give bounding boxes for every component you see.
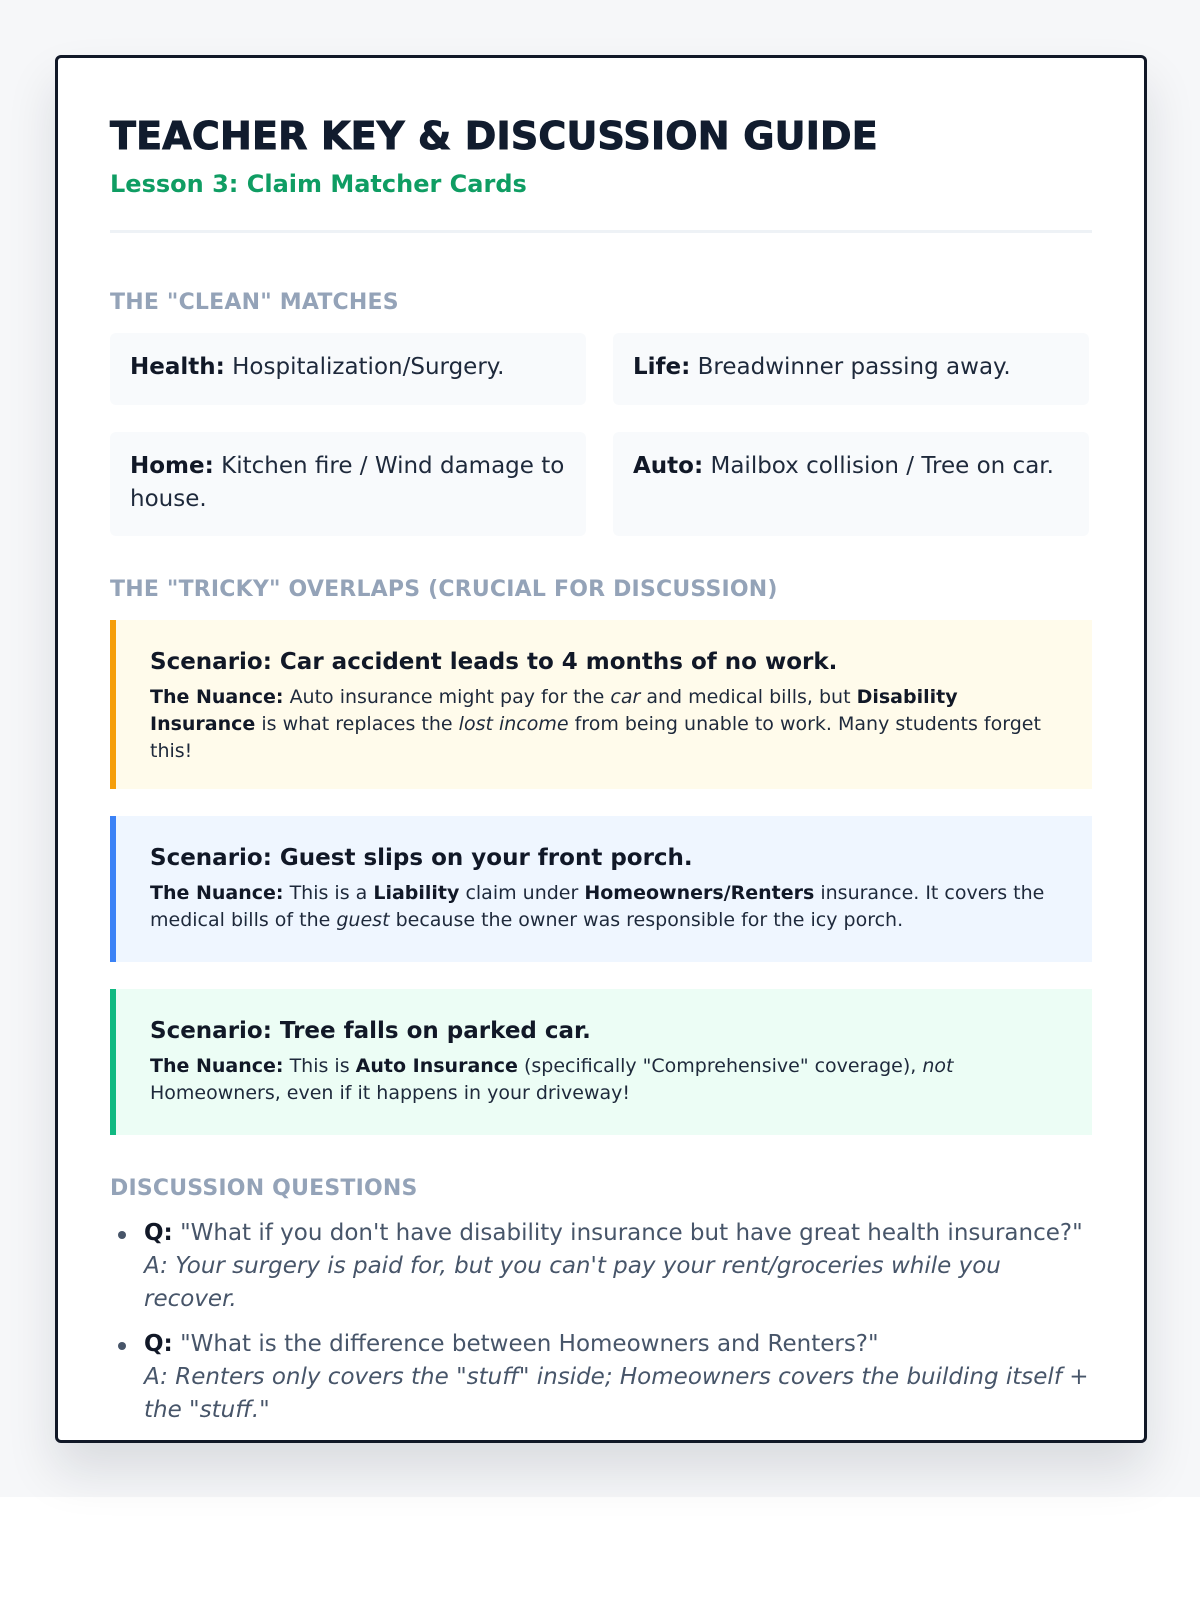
nuance-part: Auto insurance might pay for the xyxy=(289,686,605,708)
nuance-label: The Nuance: xyxy=(150,686,284,708)
lesson-subtitle: Lesson 3: Claim Matcher Cards xyxy=(110,170,527,198)
scenario-title: Scenario: Guest slips on your front porch. xyxy=(150,845,693,871)
clean-matches-heading: THE "CLEAN" MATCHES xyxy=(110,290,399,315)
nuance-part: because the owner was responsible for the icy porch. xyxy=(395,909,904,931)
question-text xyxy=(144,1328,1092,1361)
nuance-emphasis: guest xyxy=(336,909,390,931)
nuance-text xyxy=(150,880,1064,934)
nuance-text xyxy=(150,684,1064,765)
bullet-icon xyxy=(118,1342,126,1350)
clean-card-auto xyxy=(613,432,1089,536)
question-label: Q: xyxy=(144,1220,173,1246)
tricky-overlaps-heading: THE "TRICKY" OVERLAPS (CRUCIAL FOR DISCUSSION) xyxy=(110,577,778,602)
nuance-emphasis: not xyxy=(922,1055,954,1077)
clean-card-key: Auto: xyxy=(633,453,704,479)
nuance-strong: Liability xyxy=(373,882,460,904)
nuance-part: This is xyxy=(289,1055,350,1077)
nuance-part: (specifically "Comprehensive" coverage), xyxy=(523,1055,917,1077)
tricky-card-car-accident xyxy=(110,620,1092,789)
nuance-part: from being unable to work. Many students forget this! xyxy=(150,713,1041,762)
question-text xyxy=(144,1217,1092,1250)
nuance-part: is what replaces the xyxy=(261,713,453,735)
nuance-emphasis: lost income xyxy=(458,713,569,735)
nuance-emphasis: car xyxy=(610,686,641,708)
scenario-title: Scenario: Tree falls on parked car. xyxy=(150,1018,591,1044)
clean-card-text: Breadwinner passing away. xyxy=(697,354,1011,380)
discussion-list xyxy=(110,1217,1092,1427)
clean-card-key: Life: xyxy=(633,354,691,380)
nuance-part: insurance. It covers the medical bills of the xyxy=(150,882,1045,931)
clean-card-text: Kitchen fire / Wind damage to house. xyxy=(130,453,565,512)
nuance-strong: Disability Insurance xyxy=(150,686,958,735)
tricky-card-guest-slip xyxy=(110,816,1092,962)
nuance-strong: Homeowners/Renters xyxy=(584,882,815,904)
answer-text: A: Your surgery is paid for, but you can't pay your rent/groceries while you recover. xyxy=(144,1253,1001,1312)
clean-card-life xyxy=(613,333,1089,405)
guide-sheet xyxy=(55,55,1147,1443)
nuance-strong: Auto Insurance xyxy=(355,1055,518,1077)
clean-card-key: Health: xyxy=(130,354,225,380)
nuance-part: claim under xyxy=(465,882,579,904)
discussion-questions-heading: DISCUSSION QUESTIONS xyxy=(110,1176,418,1201)
nuance-label: The Nuance: xyxy=(150,1055,284,1077)
list-item xyxy=(110,1217,1092,1316)
question: "What if you don't have disability insurance but have great health insurance?" xyxy=(180,1220,1083,1246)
nuance-part: Homeowners, even if it happens in your driveway! xyxy=(150,1082,631,1104)
header-divider xyxy=(110,230,1092,233)
nuance-part: This is a xyxy=(289,882,368,904)
clean-matches-grid xyxy=(110,333,1092,536)
clean-card-home xyxy=(110,432,586,536)
nuance-part: and medical bills, but xyxy=(646,686,851,708)
bullet-icon xyxy=(118,1231,126,1239)
list-item xyxy=(110,1328,1092,1427)
clean-card-key: Home: xyxy=(130,453,214,479)
clean-card-health xyxy=(110,333,586,405)
tricky-card-tree-on-car xyxy=(110,989,1092,1135)
nuance-label: The Nuance: xyxy=(150,882,284,904)
page-title: TEACHER KEY & DISCUSSION GUIDE xyxy=(110,114,878,158)
question: "What is the difference between Homeowners and Renters?" xyxy=(180,1331,879,1357)
nuance-text xyxy=(150,1053,1064,1107)
clean-card-text: Mailbox collision / Tree on car. xyxy=(710,453,1054,479)
clean-card-text: Hospitalization/Surgery. xyxy=(232,354,505,380)
question-label: Q: xyxy=(144,1331,173,1357)
answer-text: A: Renters only covers the "stuff" inside; Homeowners covers the building itself + the "stuff." xyxy=(144,1364,1089,1423)
scenario-title: Scenario: Car accident leads to 4 months of no work. xyxy=(150,649,838,675)
